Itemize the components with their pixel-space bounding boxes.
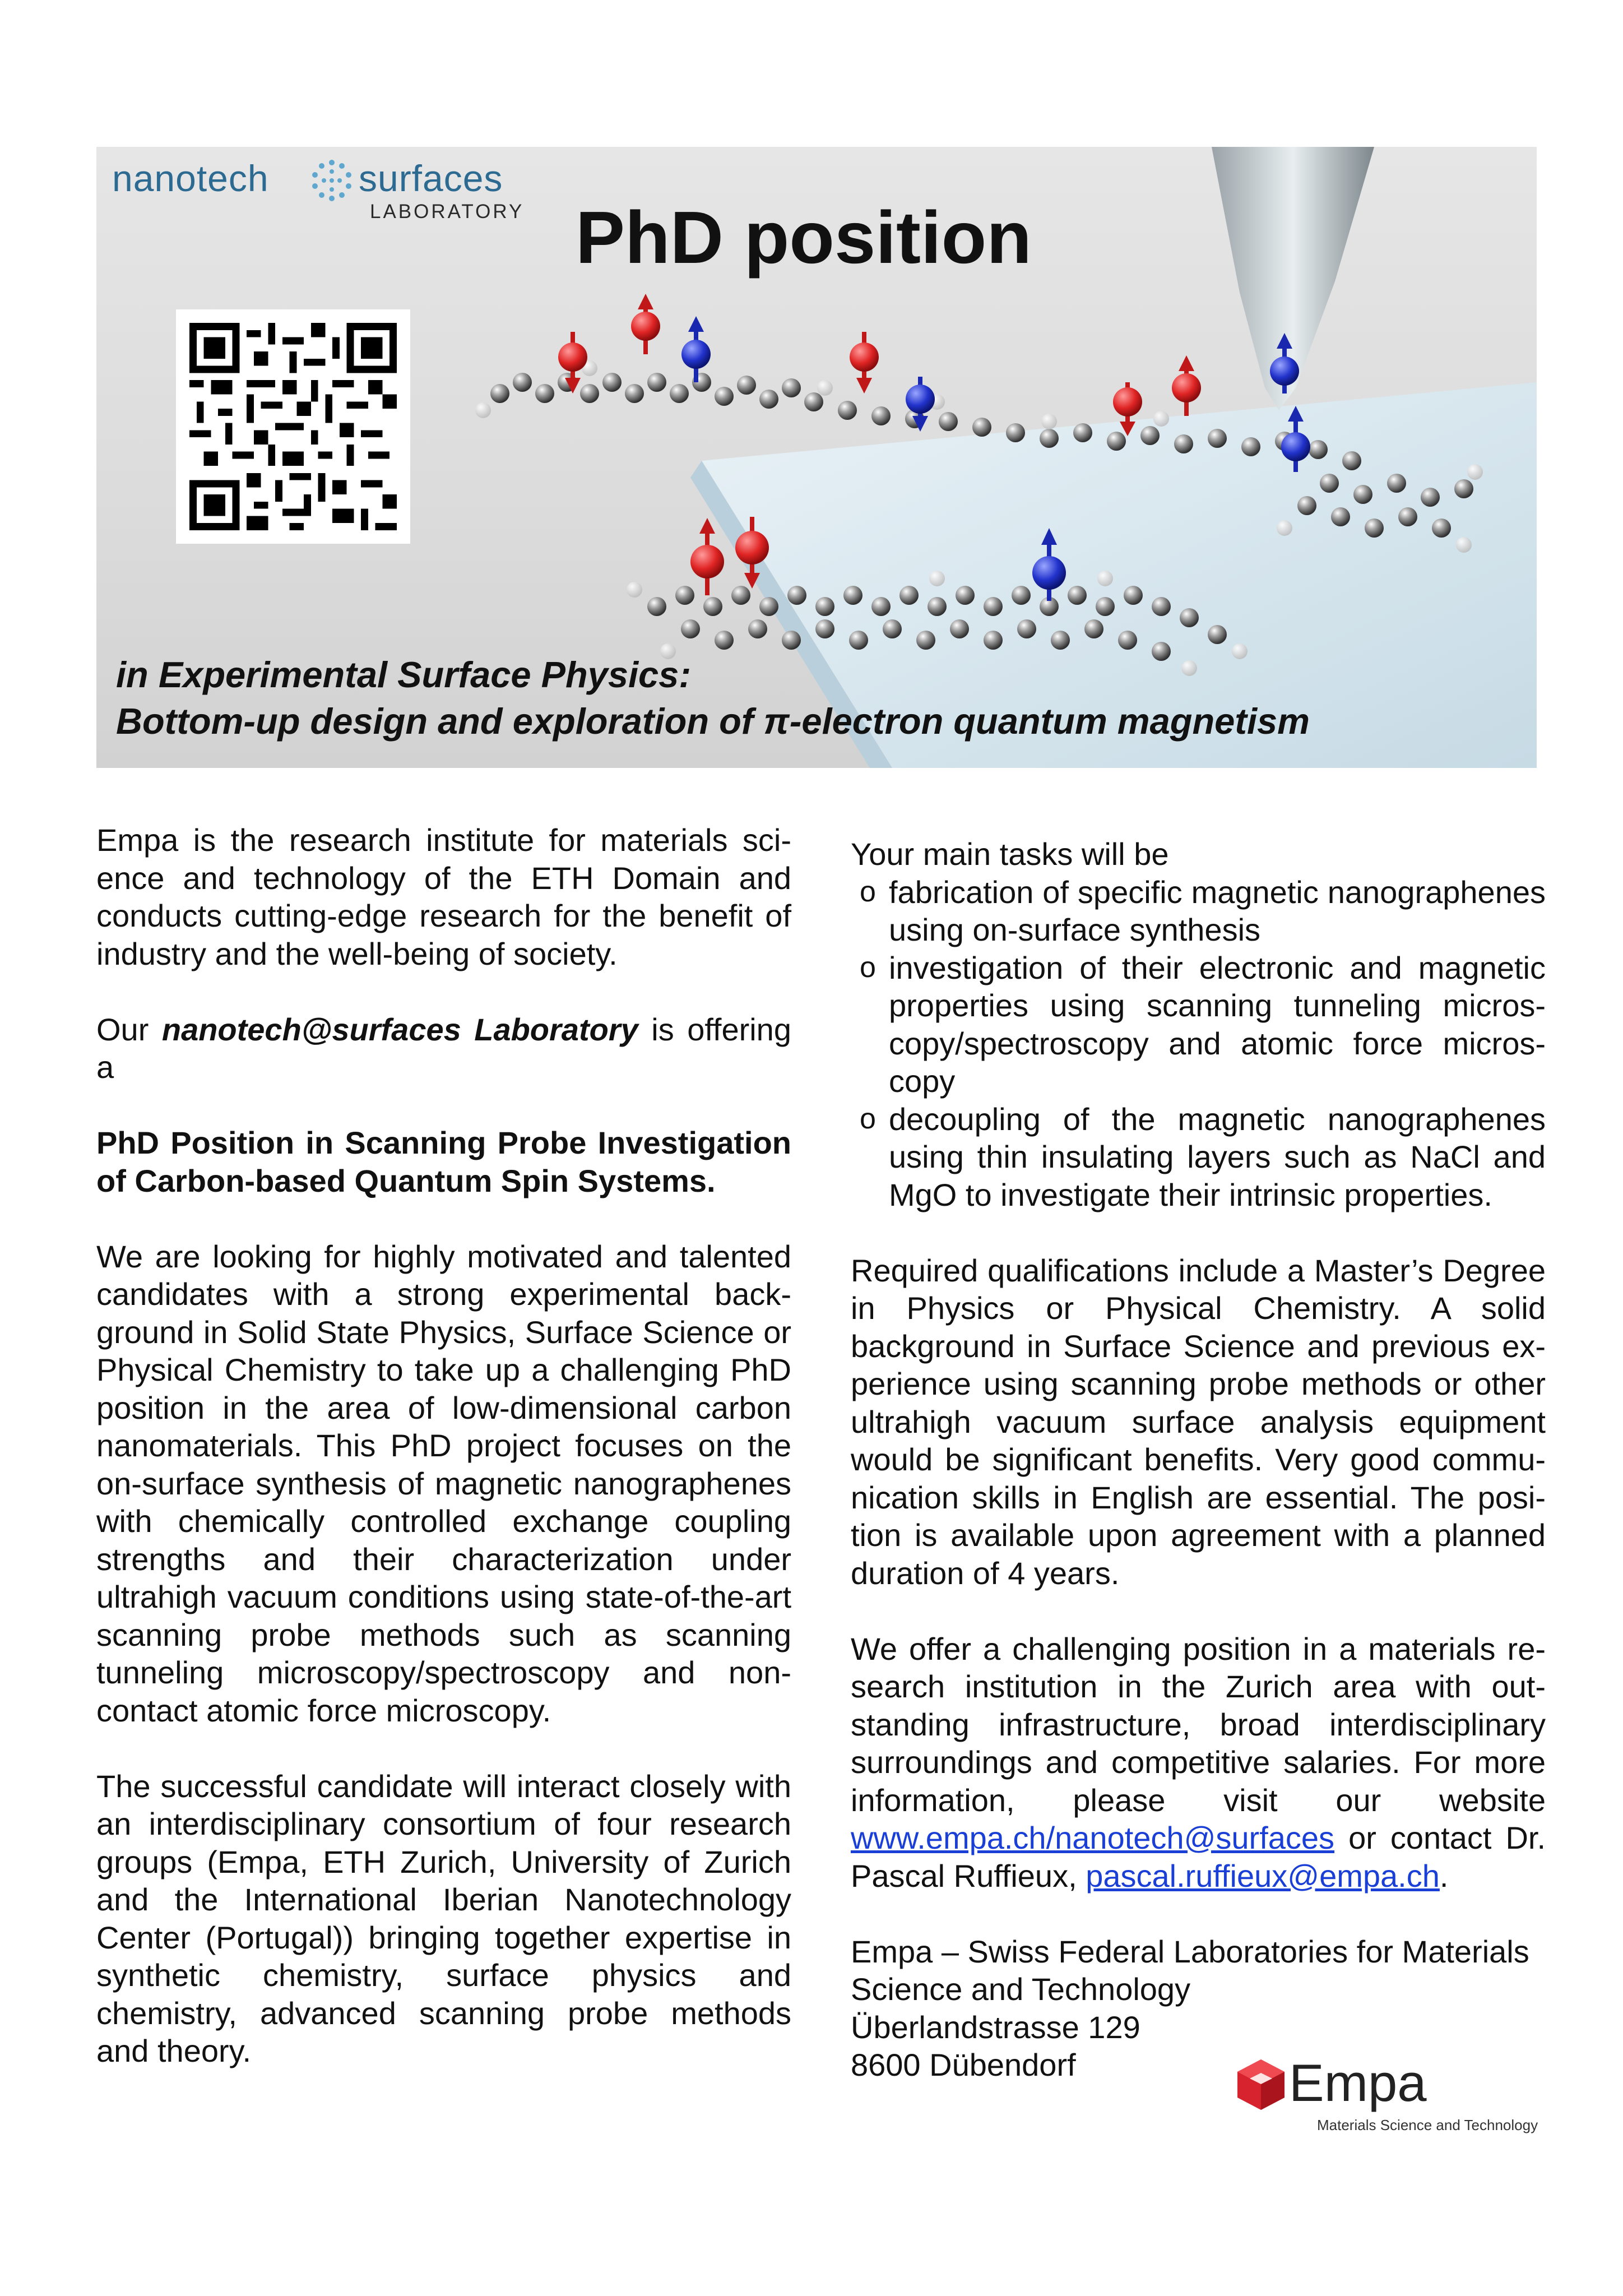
offer-text-post: is offering a	[96, 1011, 791, 1085]
contact-text: or contact Dr. Pascal Ruffieux,	[851, 1820, 1546, 1894]
left-column	[96, 821, 791, 2070]
qr-code[interactable]	[176, 309, 410, 544]
offer-text-pre: Our	[96, 1011, 162, 1047]
qr-code-icon	[189, 323, 397, 530]
logo-word-surfaces: surfaces	[359, 158, 503, 199]
consortium-paragraph: The successful candidate will interact closely with an interdisciplinary consortium of four research groups (Empa, ETH Zurich, University of Zurich and the International Iberian Nanotechnology Center (Portugal)) bringing together expertise in synthetic chemistry, surface physics and chemistry, advanced scanning probe methods and theory.	[96, 1768, 791, 2068]
offer-paragraph	[96, 1011, 791, 1086]
lab-name: nanotech@surfaces Laboratory	[161, 1011, 638, 1047]
empa-logo	[1233, 2053, 1547, 2142]
position-title: PhD Position in Scanning Probe Investigation of Carbon-based Quantum Spin Systems.	[96, 1125, 791, 1198]
task-text: decoupling of the magnetic nanographenes using thin insulating layers such as NaCl and MgO to investigate their intrinsic properties.	[889, 1101, 1546, 1212]
task-text: investigation of their electronic and magnetic properties using scanning tunneling microscopy/spectroscopy and atomic force microscopy	[889, 950, 1546, 1099]
list-item	[851, 1100, 1546, 1214]
we-offer-text: We offer a challenging position in a materials research institution in the Zurich area with outstanding infrastructure, broad interdisciplinary surroundings and competitive salaries. For more information, please visit our website	[851, 1631, 1546, 1818]
nanotech-surfaces-logo	[112, 152, 538, 231]
task-text: fabrication of specific magnetic nanographenes using on-surface synthesis	[889, 874, 1546, 947]
right-column	[851, 835, 1546, 2084]
page-title: PhD position	[576, 196, 1032, 279]
tasks-list	[851, 873, 1546, 1214]
empa-cube-icon	[1233, 2056, 1289, 2112]
subtitle-line-1: in Experimental Surface Physics:	[116, 654, 691, 695]
address-line-1: Empa – Swiss Federal Laboratories for Materials Science and Technology	[851, 1933, 1529, 2007]
website-link[interactable]: www.empa.ch/nanotech@surfaces	[851, 1820, 1335, 1855]
empa-wordmark: Empa	[1289, 2053, 1427, 2112]
empa-tagline: Materials Science and Technology	[1317, 2117, 1538, 2133]
email-link[interactable]: pascal.ruffieux@empa.ch	[1086, 1858, 1440, 1894]
period: .	[1439, 1858, 1449, 1894]
list-item	[851, 949, 1546, 1100]
bullet-marker: o	[860, 951, 876, 984]
qualifications-paragraph: Required qualifications include a Master’s Degree in Physics or Physical Chemistry. A solid background in Surface Science and previous experience using scanning probe methods or other ultrahigh vacuum surface analysis equipment would be significant benefits. Very good communication skills in English are essential. The position is available upon agreement with a planned duration of 4 years.	[851, 1252, 1546, 1591]
list-item	[851, 873, 1546, 949]
intro-paragraph: Empa is the research institute for materials science and technology of the ETH Domain and conducts cutting-edge research for the benefit of industry and the well-being of society.	[96, 822, 791, 971]
address-line-3: 8600 Dübendorf	[851, 2047, 1076, 2082]
subtitle-line-2: Bottom-up design and exploration of π-electron quantum magnetism	[116, 701, 1310, 742]
tasks-intro: Your main tasks will be	[851, 836, 1169, 872]
logo-subtitle: LABORATORY	[370, 201, 525, 223]
candidate-paragraph: We are looking for highly motivated and talented candidates with a strong experimental background in Solid State Physics, Surface Science or Physical Chemistry to take up a challenging PhD position in the area of low-dimensional carbon nanomaterials. This PhD project focuses on the on-surface synthesis of magnetic nanographenes with chemically controlled exchange coupling strengths and their characterization under ultrahigh vacuum conditions using state-of-the-art scanning probe methods such as scanning tunneling microscopy/spectroscopy and non-contact atomic force microscopy.	[96, 1238, 791, 1728]
logo-word-nanotech: nanotech	[112, 158, 269, 199]
logo-dots-icon	[309, 158, 354, 203]
bullet-marker: o	[860, 1102, 876, 1135]
subtitle	[116, 651, 1310, 744]
we-offer-paragraph	[851, 1630, 1546, 1895]
header-banner	[96, 147, 1537, 768]
address-line-2: Überlandstrasse 129	[851, 2009, 1140, 2045]
bullet-marker: o	[860, 875, 876, 908]
